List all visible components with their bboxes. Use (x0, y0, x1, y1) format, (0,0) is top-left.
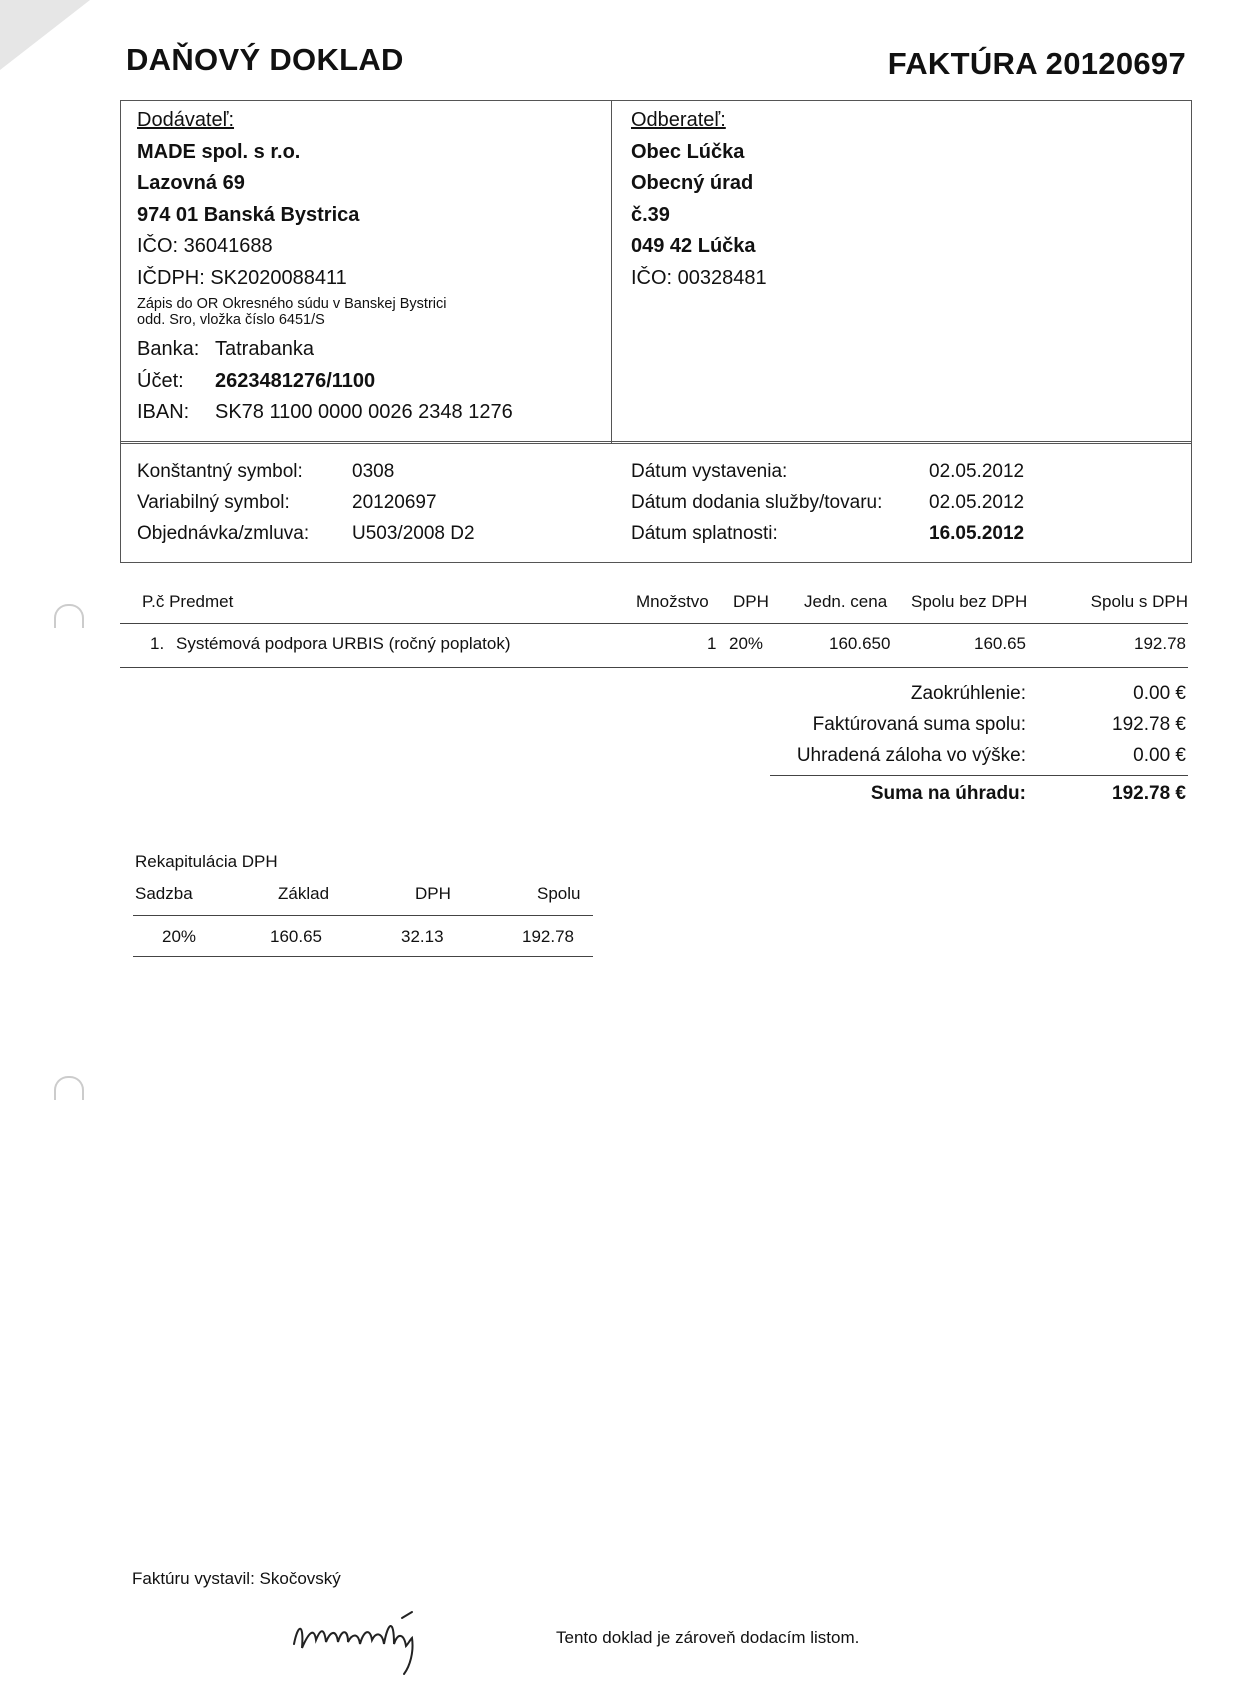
issue-date-label: Dátum vystavenia: (631, 461, 788, 482)
vat-summary-header-rate: Sadzba (135, 884, 193, 903)
dates-block (631, 456, 1024, 549)
var-symbol-label: Variabilný symbol: (137, 492, 290, 513)
symbols-block (137, 456, 475, 549)
signature (290, 1604, 450, 1681)
vat-summary-rule-bottom (133, 956, 593, 957)
item-total-vat: 192.78 (1134, 634, 1186, 653)
issued-by: Faktúru vystavil: Skočovský (132, 1569, 341, 1588)
delivery-note: Tento doklad je zároveň dodacím listom. (556, 1628, 860, 1647)
customer-block (631, 105, 1171, 294)
order-label: Objednávka/zmluva: (137, 523, 310, 544)
invoiced-total-label: Faktúrovaná suma spolu: (812, 714, 1026, 735)
deposit-label: Uhradená záloha vo výške: (796, 745, 1026, 766)
rounding-label: Zaokrúhlenie: (910, 683, 1026, 704)
account-label: Účet: (137, 369, 184, 392)
due-date-value: 16.05.2012 (929, 523, 1025, 544)
iban-value: SK78 1100 0000 0026 2348 1276 (215, 401, 513, 423)
konst-symbol-label: Konštantný symbol: (137, 461, 303, 482)
supplier-street: Lazovná 69 (137, 172, 245, 194)
item-subject: Systémová podpora URBIS (ročný poplatok) (176, 634, 511, 653)
rounding-value: 0.00 € (1133, 683, 1186, 704)
item-unit-price: 160.650 (829, 634, 891, 653)
supplier-city: 974 01 Banská Bystrica (137, 203, 360, 226)
bank-label: Banka: (137, 338, 200, 360)
items-header-total-vat: Spolu s DPH (1090, 592, 1188, 611)
items-header-vat: DPH (733, 592, 769, 611)
amount-due-value: 192.78 € (1112, 783, 1186, 804)
bank-value: Tatrabanka (215, 338, 314, 360)
customer-name: Obec Lúčka (631, 140, 745, 163)
document-title: DAŇOVÝ DOKLAD (126, 42, 404, 77)
item-vat: 20% (729, 634, 764, 653)
totals-rule (770, 775, 1188, 776)
invoice-number-title: FAKTÚRA 20120697 (887, 46, 1186, 81)
customer-city: 049 42 Lúčka (631, 235, 756, 257)
account-value: 2623481276/1100 (215, 369, 376, 392)
items-header-unit-price: Jedn. cena (804, 592, 888, 611)
supplier-icdph: IČDPH: SK2020088411 (137, 266, 347, 289)
items-header-rule (120, 623, 1188, 624)
vat-summary-total: 192.78 (522, 927, 574, 946)
supplier-name: MADE spol. s r.o. (137, 140, 301, 163)
supplier-heading: Dodávateľ: (137, 109, 235, 131)
supplier-block (137, 105, 597, 429)
items-header-qty: Množstvo (636, 592, 709, 611)
deposit-value: 0.00 € (1133, 745, 1186, 766)
parties-box (120, 100, 1192, 444)
vat-summary-rate: 20% (162, 927, 197, 946)
punch-hole-2 (54, 1076, 84, 1100)
vat-summary-title: Rekapitulácia DPH (135, 852, 278, 871)
parties-divider (611, 101, 612, 443)
due-date-label: Dátum splatnosti: (631, 523, 778, 544)
var-symbol-value: 20120697 (352, 492, 437, 513)
item-qty: 1 (707, 634, 717, 653)
konst-symbol-value: 0308 (352, 461, 395, 482)
item-no: 1. (150, 634, 165, 653)
customer-ico: IČO: 00328481 (631, 266, 767, 289)
delivery-date-value: 02.05.2012 (929, 492, 1025, 513)
iban-label: IBAN: (137, 401, 190, 423)
supplier-register-line1: Zápis do OR Okresného súdu v Banskej Bystrici (137, 296, 447, 312)
customer-heading: Odberateľ: (631, 109, 726, 131)
delivery-date-label: Dátum dodania služby/tovaru: (631, 492, 883, 513)
invoiced-total-value: 192.78 € (1112, 714, 1186, 735)
order-value: U503/2008 D2 (352, 523, 475, 544)
page-corner-fold (0, 0, 90, 70)
customer-number: č.39 (631, 203, 670, 226)
items-row-rule (120, 667, 1188, 668)
supplier-ico: IČO: 36041688 (137, 235, 273, 257)
amount-due-label: Suma na úhradu: (870, 783, 1026, 804)
punch-hole-1 (54, 604, 84, 628)
item-total-no-vat: 160.65 (974, 634, 1026, 653)
vat-summary-base: 160.65 (270, 927, 322, 946)
vat-summary-header-base: Základ (278, 884, 330, 903)
items-header-subject: P.č Predmet (142, 592, 234, 611)
items-header-total-no-vat: Spolu bez DPH (911, 592, 1028, 611)
vat-summary-header-vat: DPH (415, 884, 451, 903)
vat-summary-header-total: Spolu (537, 884, 581, 903)
customer-office: Obecný úrad (631, 172, 754, 194)
vat-summary-vat: 32.13 (401, 927, 444, 946)
issue-date-value: 02.05.2012 (929, 461, 1025, 482)
supplier-register-line2: odd. Sro, vložka číslo 6451/S (137, 312, 325, 328)
symbols-dates-box (120, 441, 1192, 563)
vat-summary-rule-top (133, 915, 593, 916)
